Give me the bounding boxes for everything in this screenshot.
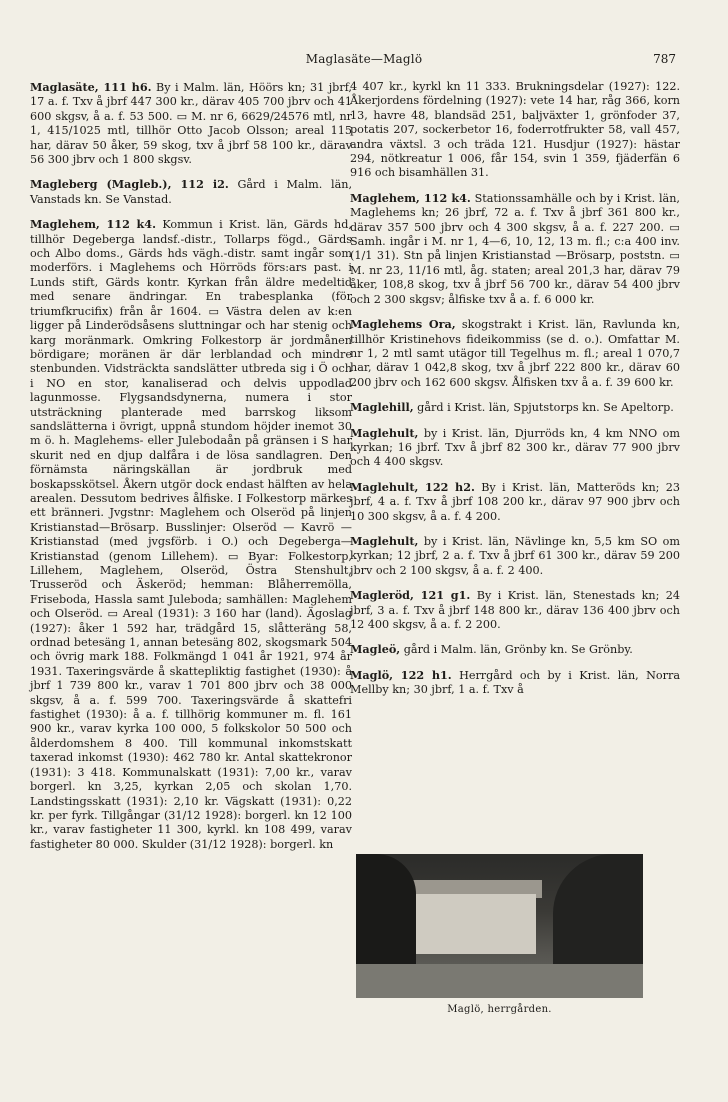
entry-text: Gård i Malm. län, Vanstads kn. Se Vanstad. (30, 178, 353, 206)
article-entry (350, 400, 680, 415)
left-column (30, 80, 352, 862)
header-title: Maglasäte—Maglö (305, 52, 423, 66)
article-entry (350, 426, 680, 470)
entry-headword: Magleröd, 121 g1. (350, 588, 471, 603)
article-entry (350, 642, 680, 657)
running-header (30, 52, 698, 70)
entry-text: Kommun i Krist. län, Gärds hd, tillhör Degeberga landsf.-distr., Tollarps fögd., Gärds och Albo doms., Gärds hds vägh.-distr. samt ingår som moderförs. i Maglehems och Hörröds förs:ars past. i Lunds stift, Gärds kontr. Kyrkan från äldre medeltid med senare ändringar. En trabesplanka (för triumfkrucifix) från år 1604. ▭ Västra delen av k:en ligger på Linderödsåsens sluttningar och har stenig och karg moränmark. Omkring Folkestorp är jordmånen bördigare; moränen är där lerblandad och mindre stenbunden. Vidsträckta sandslätter utbreda sig i Ö och i NO en stor, kanaliserad och delvis uppodlad lagunmosse. Flygsandsdynerna, numera i stor utsträckning planterade med barrskog liksom sandslätterna i övrigt, uppnå stundom höjder inemot 30 m ö. h. Maglehems- eller Julebodaån på gränsen i S har skurit ned en djup dalfåra i de lösa sandlagren. Den förnämsta näringskällan är jordbruk med boskapsskötsel. Åkern utgör dock endast hälften av hela arealen. Dessutom bedrives ålfiske. I Folkestorp märkes ett bränneri. Jvgstnr: Maglehem och Olseröd på linjen Kristianstad—Brösarp. Busslinjer: Olseröd — Kavrö — Kristianstad (med jvgsförb. i O.) och Degeberga—Kristianstad (genom Lillehem). ▭ Byar: Folkestorp, Lillehem, Maglehem, Olseröd, Östra Stenshult, Trusseröd och Äskeröd; hemman: Blåherremölla, Friseboda, Hassla samt Juleboda; samhällen: Maglehem och Olseröd. ▭ Areal (1931): 3 160 har (land). Ägoslag (1927): åker 1 592 har, trädgård 15, slåtteräng 58, ordnad betesäng 1, annan betesäng 802, skogsmark 504 och övrig mark 188. Folkmängd 1 041 år 1921, 974 år 1931. Taxeringsvärde å skattepliktig fastighet (1930): å jbrf 1 739 800 kr., varav 1 701 800 jbrv och 38 000 skgsv, å a. f. 599 700. Taxeringsvärde å skattefri fastighet (1930): å a. f. tillhörig kommuner m. fl. 161 900 kr., varav kyrka 100 000, 5 folkskolor 50 500 och ålderdomshem 8 400. Till kommunal inkomstskatt taxerad inkomst (1930): 462 780 kr. Antal skattekronor (1931): 3 418. Kommunalskatt (1931): 7,00 kr., varav borgerl. kn 3,25, kyrkan 2,05 och skolan 1,70. Landstingsskatt (1931): 2,10 kr. Vägskatt (1931): 0,22 kr. per fyrk. Tillgångar (31/12 1928): borgerl. kn 12 100 kr., varav fastigheter 11 300, kyrkl. kn 108 499, varav fastigheter 80 000. Skulder (31/12 1928): borgerl. kn (30, 218, 352, 851)
article-entry (30, 217, 352, 852)
article-entry (350, 191, 680, 307)
entry-text: 4 407 kr., kyrkl kn 11 333. Brukningsdelar (1927): 122. Åkerjordens fördelning (1927): vete 14 har, råg 366, korn 13, havre 48, blandsäd 251, baljväxter 1, grönfoder 37, potatis 207, sockerbetor 16, foderrotfrukter 58, vall 457, andra växtsl. 3 och träda 121. Husdjur (1927): hästar 294, nötkreatur 1 006, får 154, svin 1 359, fjäderfän 6 916 och bisamhällen 31. (350, 80, 680, 180)
entry-text: By i Krist. län, Stenestads kn; 24 jbrf, 3 a. f. Txv å jbrf 148 800 kr., därav 136 400 jbrv och 12 400 skgsv, å a. f. 2 200. (350, 589, 681, 631)
entry-text: Herrgård och by i Krist. län, Norra Mellby kn; 30 jbrf, 1 a. f. Txv å (350, 668, 680, 697)
entry-text: by i Krist. län, Djurröds kn, 4 km NNO om kyrkan; 16 jbrf. Txv å jbrf 82 300 kr., därav 77 900 jbrv och 4 400 skgsv. (350, 426, 680, 469)
entry-headword: Maglehill, (350, 400, 414, 415)
photo-caption: Maglö, herrgården. (447, 1004, 552, 1015)
article-entry (350, 80, 680, 181)
article-entry (350, 588, 680, 632)
article-entry (350, 668, 680, 698)
entry-headword: Maglehult, (350, 533, 419, 548)
entry-text: By i Krist. län, Matteröds kn; 23 jbrf, 4 a. f. Txv å jbrf 108 200 kr., därav 97 900 jbrv och 10 300 skgsv, å a. f. 4 200. (350, 480, 681, 523)
entry-headword: Maglehult, 122 h2. (350, 479, 475, 494)
entry-headword: Maglehem, 112 k4. (30, 217, 156, 232)
article-entry (30, 80, 352, 167)
article-entry (350, 317, 680, 390)
entry-text: gård i Malm. län, Grönby kn. Se Grönby. (403, 643, 633, 657)
manor-photo (356, 854, 643, 998)
entry-headword: Maglehem, 112 k4. (350, 190, 471, 205)
article-entry (350, 534, 680, 578)
entry-text: Stationssamhälle och by i Krist. län, Maglehems kn; 26 jbrf, 72 a. f. Txv å jbrf 361 800 kr., därav 357 500 jbrv och 4 300 skgsv, å a. f. 227 200. ▭ Samh. ingår i M. nr 1, 4—6, 10, 12, 13 m. fl.; c:a 400 inv. (1/1 31). Stn på linjen Kristianstad —Brösarp, poststn. ▭ M. nr 23, 11/16 mtl, åg. staten; areal 201,3 har, därav 79 åker, 108,8 skog, txv å jbrf 56 700 kr., därav 54 400 jbrv och 2 300 skgsv; ålfiske txv å a. f. 6 000 kr. (350, 191, 680, 306)
entry-text: by i Krist. län, Nävlinge kn, 5,5 km SO om kyrkan; 12 jbrf, 2 a. f. Txv å jbrf 61 300 kr., därav 59 200 jbrv och 2 100 skgsv, å a. f. 2 400. (350, 534, 680, 577)
entry-text: skogstrakt i Krist. län, Ravlunda kn, tillhör Kristinehovs fideikommiss (se d. o.). Omfattar M. nr 1, 2 mtl samt utägor till Tegelhus m. fl.; areal 1 070,7 har, därav 1 042,8 skog, txv å jbrf 222 800 kr., därav 60 200 jbrv och 162 600 skgsv. Ålfisken txv å a. f. 39 600 kr. (350, 318, 680, 389)
entry-headword: Maglasäte, 111 h6. (30, 80, 152, 94)
article-entry (30, 177, 352, 207)
page-number: 787 (653, 52, 676, 66)
entry-headword: Maglehems Ora, (350, 317, 456, 332)
entry-text: By i Malm. län, Höörs kn; 31 jbrf, 17 a. f. Txv å jbrf 447 300 kr., därav 405 700 jbrv och 41 600 skgsv, å a. f. 53 500. ▭ M. nr 6, 6629/24576 mtl, nr 1, 415/1025 mtl, tillhör Otto Jacob Olsson; areal 115 har, därav 50 åker, 59 skog, txv å jbrf 58 100 kr., därav 56 300 jbrv och 1 800 skgsv. (30, 81, 352, 167)
right-column (350, 80, 680, 708)
article-entry (350, 480, 680, 524)
entry-headword: Maglö, 122 h1. (350, 667, 452, 682)
entry-headword: Magleö, (350, 642, 401, 657)
entry-headword: Maglehult, (350, 425, 419, 440)
entry-text: gård i Krist. län, Spjutstorps kn. Se Apeltorp. (417, 401, 674, 415)
entry-headword: Magleberg (Magleb.), 112 i2. (30, 177, 229, 192)
